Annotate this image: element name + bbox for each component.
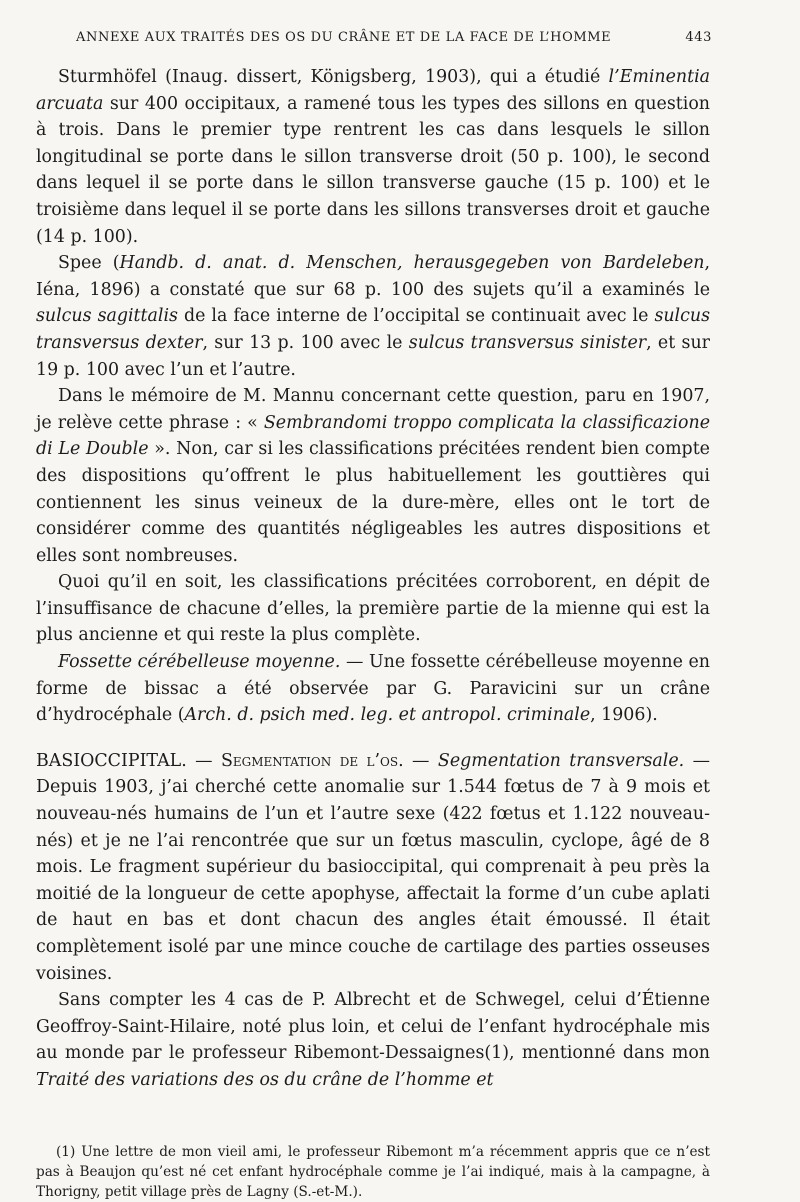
running-title: ANNEXE AUX TRAITÉS DES OS DU CRÂNE ET DE LA FACE DE L’HOMME [76,30,612,45]
paragraph-albrecht: Sans compter les 4 cas de P. Albrecht et de Schwegel, celui d’Étienne Geoffroy-Saint-Hilaire, noté plus loin, et celui de l’enfant hydrocéphale mis au monde par le professeur Ribemont-Dessaignes(1), mentionné dans mon Traité des variations des os du crâne de l’homme et [36,990,710,1090]
section-heading: BASIOCCIPITAL. — [36,750,221,771]
page-number: 443 [685,30,712,45]
page [36,22,710,1202]
section-basioccipital: BASIOCCIPITAL. — Segmentation de l’os. — Segmentation transversale. — Depuis 1903, j’ai cherché cette anomalie sur 1.544 fœtus de 7 à 9 mois et nouveau-nés humains de l’un et l’autre sexe (422 fœtus et 1.122 nouveau-nés) et je ne l’ai rencontrée que sur un fœtus masculin, cyclope, âgé de 8 mois. Le fragment supérieur du basioccipital, qui comprenait à peu près la moitié de la longueur de cette apophyse, affectait la forme d’un cube aplati de haut en bas et dont chacun des angles était émoussé. Il était complètement isolé par une mince couche de cartilage des parties osseuses voisines. [36,750,710,984]
body-text [36,64,710,1094]
footnote-1: (1) Une lettre de mon vieil ami, le professeur Ribemont m’a récemment appris que ce n’est pas à Beaujon qu’est né cet enfant hydrocéphale comme je l’ai indiqué, mais à la campagne, à Thorigny, petit village près de Lagny (S.-et-M.). [36,1143,710,1200]
paragraph-fossette: Fossette cérébelleuse moyenne. — Une fossette cérébelleuse moyenne en forme de bissac a été observée par G. Paravicini sur un crâne d’hydrocéphale (Arch. d. psich med. leg. et antropol. criminale, 1906). [36,652,710,726]
footnote [36,1142,710,1202]
paragraph-quoi-quil-en-soit: Quoi qu’il en soit, les classifications précitées corroborent, en dépit de l’insuffisance de chacune d’elles, la première partie de la mienne qui est la plus ancienne et qui reste la plus complète. [36,572,710,646]
paragraph-mannu: Dans le mémoire de M. Mannu concernant cette question, paru en 1907, je relève cette phrase : « Sembrandomi troppo complicata la classificazione di Le Double ». Non, car si les classifications précitées rendent bien compte des dispositions qu’offrent le plus habituellement les gouttières qui contiennent les sinus veineux de la dure-mère, elles ont le tort de considérer comme des quantités négligeables les autres dispositions et elles sont nombreuses. [36,386,710,566]
paragraph-spee: Spee (Handb. d. anat. d. Menschen, herausgegeben von Bardeleben, Iéna, 1896) a constaté que sur 68 p. 100 des sujets qu’il a examinés le sulcus sagittalis de la face interne de l’occipital se continuait avec le sulcus transversus dexter, sur 13 p. 100 avec le sulcus transversus sinister, et sur 19 p. 100 avec l’un et l’autre. [36,253,710,380]
running-header [36,22,710,46]
paragraph-sturmhofel: Sturmhöfel (Inaug. dissert, Königsberg, 1903), qui a étudié l’Eminentia arcuata sur 400 occipitaux, a ramené tous les types des sillons en question à trois. Dans le premier type rentrent les cas dans lesquels le sillon longitudinal se porte dans le sillon transverse droit (50 p. 100), le second dans lequel il se porte dans le sillon transverse gauche (15 p. 100) et le troisième dans lequel il se porte dans les sillons transverses droit et gauche (14 p. 100). [36,67,710,247]
